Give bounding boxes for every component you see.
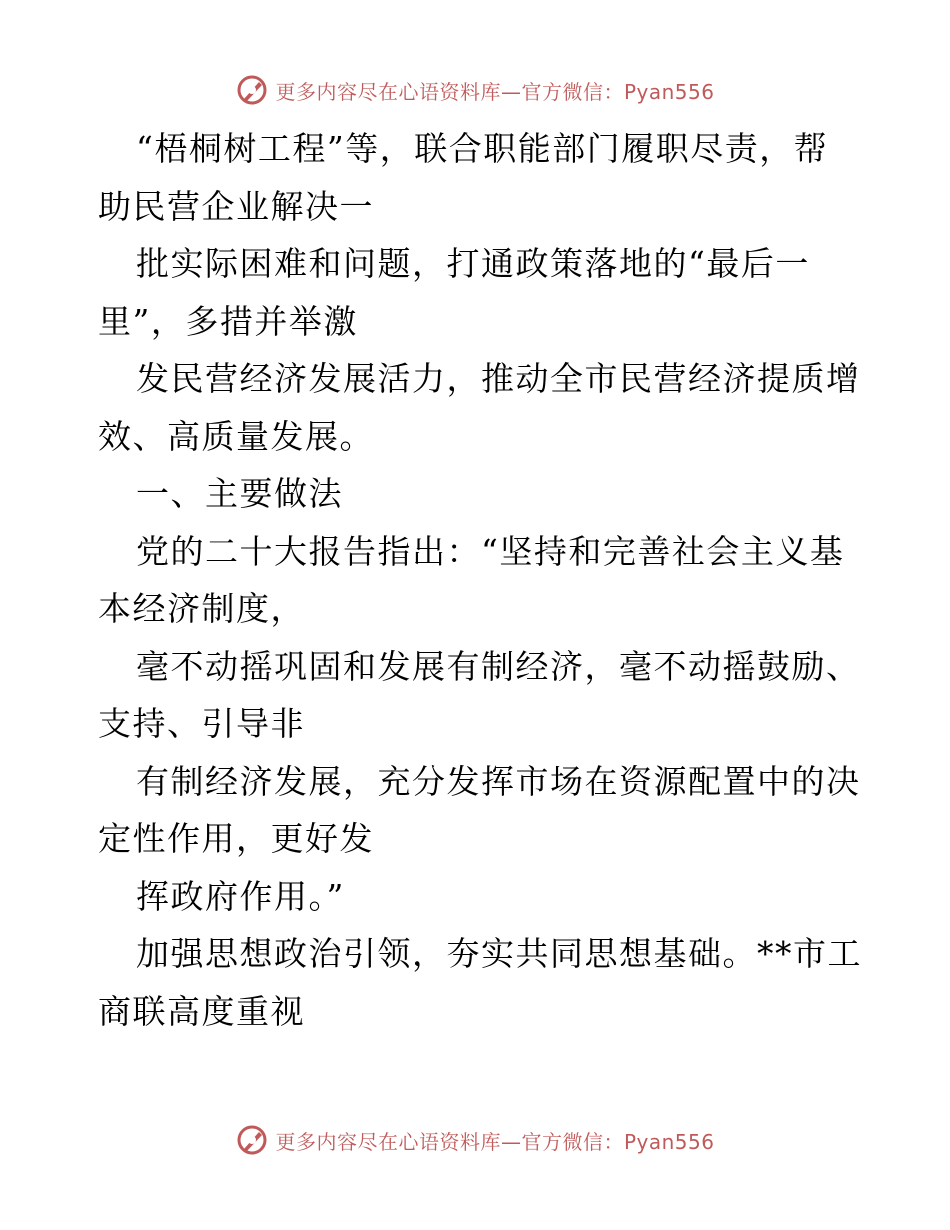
header-watermark-text: 更多内容尽在心语资料库—官方微信：Pyan556	[275, 79, 715, 104]
footer-watermark-text: 更多内容尽在心语资料库—官方微信：Pyan556	[275, 1129, 715, 1154]
text-line-10: 毫不动摇巩固和发展有制经济，毫不动摇鼓励、	[136, 646, 861, 686]
text-line-15: 加强思想政治引领，夯实共同思想基础。**市工	[136, 934, 862, 973]
text-line-6: 效、高质量发展。	[98, 416, 374, 456]
header-watermark	[0, 70, 950, 110]
footer-watermark	[0, 1120, 950, 1160]
text-line-9: 本经济制度，	[98, 589, 305, 628]
text-line-14: 挥政府作用。”	[136, 876, 345, 916]
text-line-3: 批实际困难和问题，打通政策落地的“最后一	[136, 244, 810, 283]
text-line-2: 助民营企业解决一	[98, 186, 374, 226]
text-line-11: 支持、引导非	[98, 704, 305, 743]
text-line-4: 里”，多措并举激	[98, 301, 358, 341]
text-line-12: 有制经济发展，充分发挥市场在资源配置中的决	[136, 761, 861, 801]
text-line-1: “梧桐树工程”等，联合职能部门履职尽责，帮	[136, 129, 829, 168]
text-line-8: 党的二十大报告指出：“坚持和完善社会主义基	[136, 531, 845, 571]
section-heading: 一、主要做法	[136, 474, 343, 513]
text-line-5: 发民营经济发展活力，推动全市民营经济提质增	[136, 359, 861, 398]
pen-logo-icon	[235, 73, 269, 107]
document-body	[98, 120, 862, 1040]
text-line-16: 商联高度重视	[98, 991, 305, 1031]
pen-logo-icon	[235, 1123, 269, 1157]
text-line-13: 定性作用，更好发	[98, 819, 374, 858]
